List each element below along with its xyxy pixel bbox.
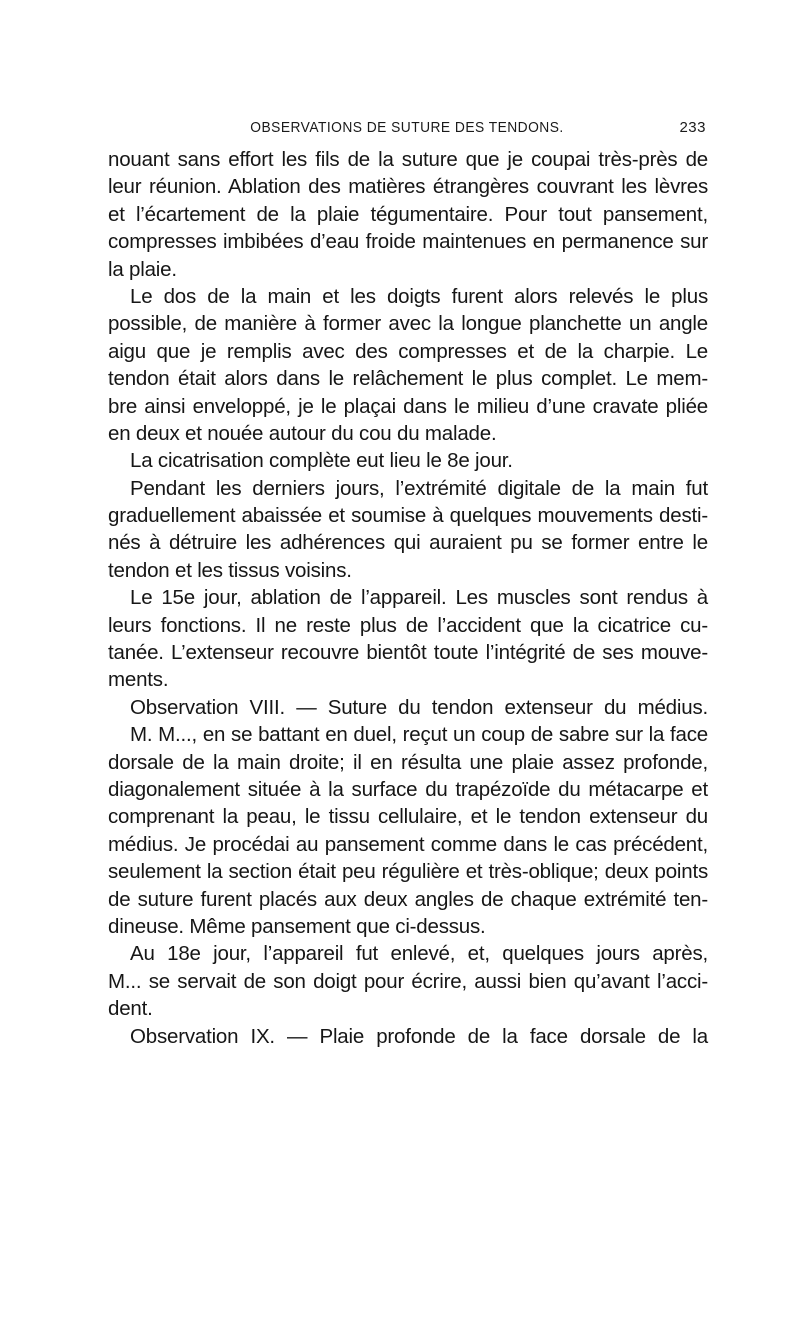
page-number: 233 [679,119,706,136]
text-line: la plaie. [108,257,177,281]
text-line: nouant sans effort les fils de la suture que je coupai très-près de [108,148,708,171]
running-head [108,119,706,141]
text-line: Observation IX. — Plaie profonde de la face dorsale de la [130,1024,708,1048]
text-line: Pendant les derniers jours, l’extrémité digitale de la main fut [130,476,708,500]
text-line: dorsale de la main droite; il en résulta une plaie assez profonde, [108,750,708,774]
text-line: La cicatrisation complète eut lieu le 8e jour. [130,449,513,473]
text-line: compresses imbibées d’eau froide maintenues en permanence sur [108,230,708,254]
text-line: en deux et nouée autour du cou du malade. [108,421,497,445]
text-line: seulement la section était peu régulière et très-oblique; deux points [108,860,708,884]
text-line: leurs fonctions. Il ne reste plus de l’accident que la cicatrice cu- [108,613,708,637]
text-line: Au 18e jour, l’appareil fut enlevé, et, quelques jours après, [130,942,708,966]
text-line: et l’écartement de la plaie tégumentaire. Pour tout pansement, [108,202,708,226]
text-line: dent. [108,997,153,1021]
body-text [108,146,708,1050]
text-line: nés à détruire les adhérences qui auraient pu se former entre le [108,531,708,555]
text-line: Le dos de la main et les doigts furent alors relevés le plus [130,284,708,308]
text-line: ments. [108,668,169,692]
text-line: M. M..., en se battant en duel, reçut un coup de sabre sur la face [130,723,708,747]
text-line: possible, de manière à former avec la longue planchette un angle [108,312,708,336]
running-title: OBSERVATIONS DE SUTURE DES TENDONS. [250,119,564,136]
text-line: comprenant la peau, le tissu cellulaire, et le tendon extenseur du [108,805,708,829]
text-line: diagonalement située à la surface du trapézoïde du métacarpe et [108,777,708,801]
text-line: graduellement abaissée et soumise à quelques mouvements desti- [108,504,708,528]
text-line: médius. Je procédai au pansement comme dans le cas précédent, [108,832,708,856]
text-line: de suture furent placés aux deux angles de chaque extrémité ten- [108,887,708,911]
text-line: Le 15e jour, ablation de l’appareil. Les muscles sont rendus à [130,586,708,610]
text-line: M... se servait de son doigt pour écrire, aussi bien qu’avant l’acci- [108,969,708,993]
text-line: dineuse. Même pansement que ci-dessus. [108,914,486,938]
text-line: Observation VIII. — Suture du tendon extenseur du médius. [130,695,708,719]
text-line: tendon était alors dans le relâchement le plus complet. Le mem- [108,367,708,391]
text-line: tendon et les tissus voisins. [108,558,352,582]
text-line: aigu que je remplis avec des compresses et de la charpie. Le [108,339,708,363]
text-line: bre ainsi enveloppé, je le plaçai dans le milieu d’une cravate pliée [108,394,708,418]
text-line: tanée. L’extenseur recouvre bientôt toute l’intégrité de ses mouve- [108,641,708,665]
text-line: leur réunion. Ablation des matières étrangères couvrant les lèvres [108,175,708,199]
